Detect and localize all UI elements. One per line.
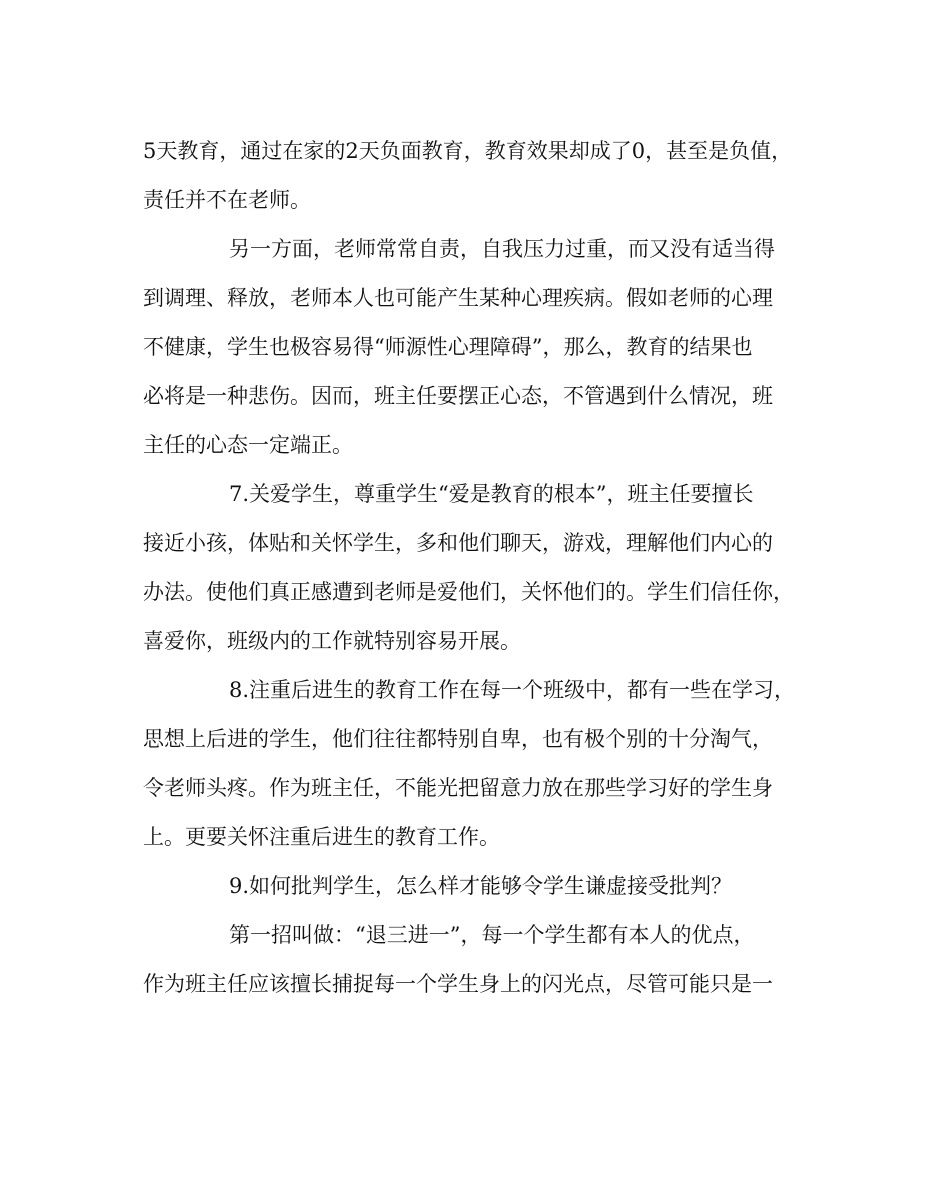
paragraph-start-line: 另一方面，老师常常自责，自我压力过重，而又没有适当得 bbox=[229, 237, 775, 261]
text-line: 必将是一种悲伤。因而，班主任要摆正心态，不管遇到什么情况，班 bbox=[143, 384, 773, 408]
text-line: 到调理、释放，老师本人也可能产生某种心理疾病。假如老师的心理 bbox=[143, 286, 773, 310]
text-line: 作为班主任应该擅长捕捉每一个学生身上的闪光点，尽管可能只是一 bbox=[143, 972, 773, 996]
text-line: 不健康，学生也极容易得“师源性心理障碍”，那么，教育的结果也 bbox=[143, 335, 753, 359]
text-line: 喜爱你，班级内的工作就特别容易开展。 bbox=[143, 629, 521, 653]
text-line: 办法。使他们真正感遭到老师是爱他们，关怀他们的。学生们信任你， bbox=[143, 580, 794, 604]
text-line: 责任并不在老师。 bbox=[143, 188, 311, 212]
paragraph-start-line: 9.如何批判学生，怎么样才能够令学生谦虚接受批判？ bbox=[229, 874, 733, 898]
paragraph-start-line: 第一招叫做：“退三进一”，每一个学生都有本人的优点， bbox=[229, 923, 755, 947]
text-line: 思想上后进的学生，他们往往都特别自卑，也有极个别的十分淘气， bbox=[143, 727, 773, 751]
text-line: 5天教育，通过在家的2天负面教育，教育效果却成了0，甚至是负值， bbox=[143, 139, 793, 163]
paragraph-start-line: 8.注重后进生的教育工作在每一个班级中，都有一些在学习， bbox=[229, 678, 796, 702]
text-line: 接近小孩，体贴和关怀学生，多和他们聊天，游戏，理解他们内心的 bbox=[143, 531, 773, 555]
text-line: 上。更要关怀注重后进生的教育工作。 bbox=[143, 825, 500, 849]
document-body bbox=[143, 131, 823, 1013]
text-line: 令老师头疼。作为班主任，不能光把留意力放在那些学习好的学生身 bbox=[143, 776, 773, 800]
paragraph-start-line: 7.关爱学生，尊重学生“爱是教育的根本”，班主任要擅长 bbox=[229, 482, 754, 506]
text-line: 主任的心态一定端正。 bbox=[143, 433, 353, 457]
